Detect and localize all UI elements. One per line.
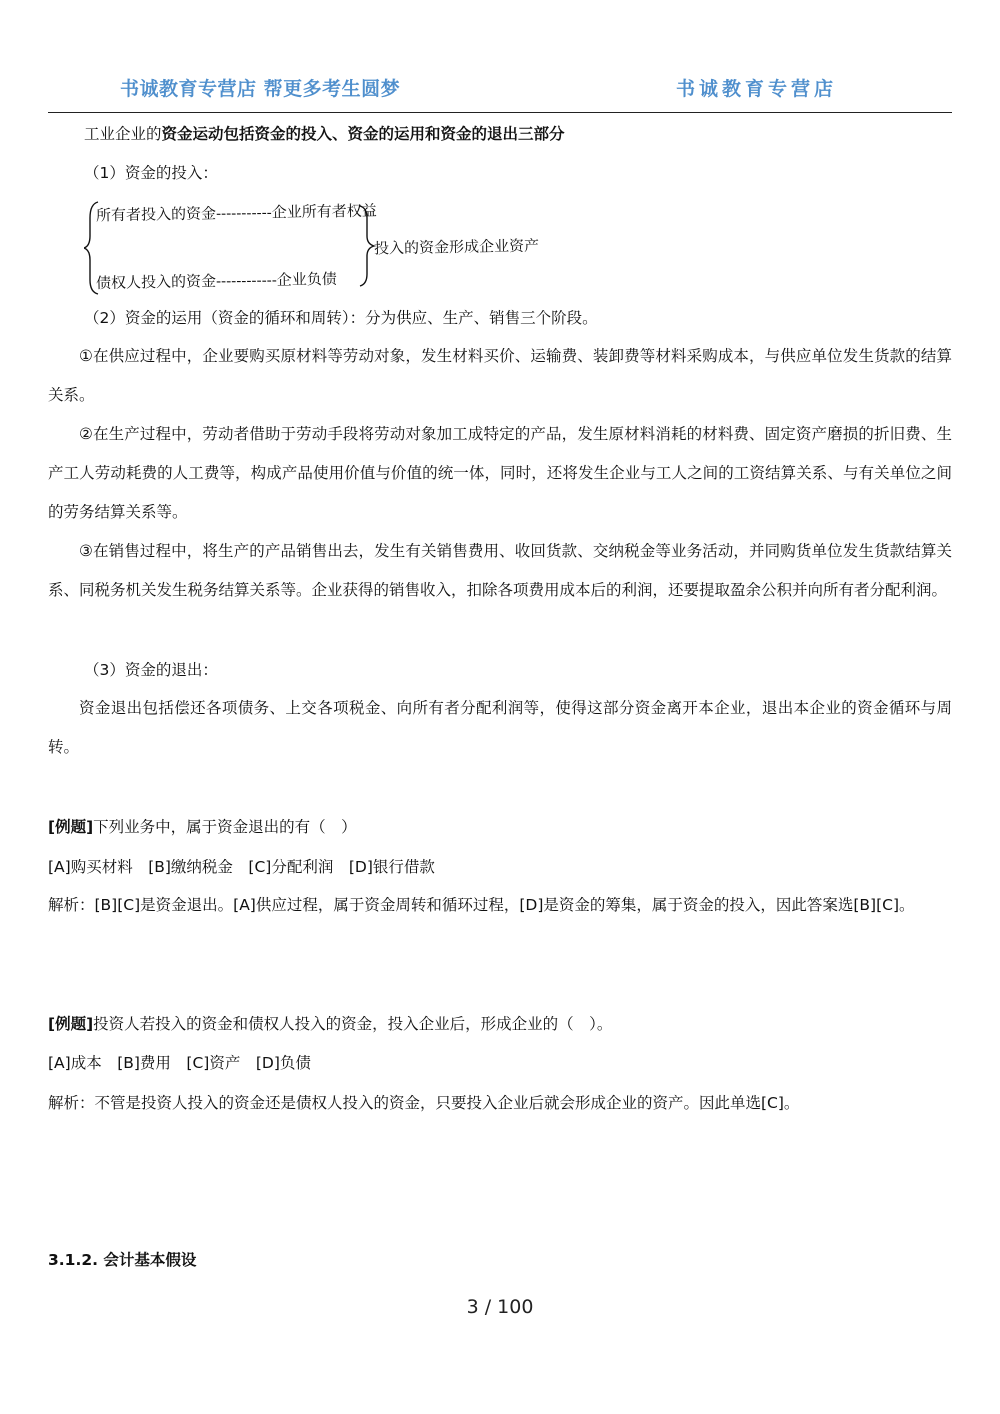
example-2-options: [A]成本 [B]费用 [C]资产 [D]负债 (48, 1054, 311, 1072)
paragraph-production: ②在生产过程中，劳动者借助于劳动手段将劳动对象加工成特定的产品，发生原材料消耗的材料费、固定资产磨损的折旧费、生产工人劳动耗费的人工费等，构成产品使用价值与价值的统一体，同时，还将发生企业与工人之间的工资结算关系、与有关单位之间的劳务结算关系等。 (48, 425, 952, 521)
example-2-tag: [例题] (48, 1015, 94, 1033)
example-1-question (48, 817, 357, 837)
header-divider (48, 112, 952, 113)
capital-input-diagram (84, 196, 540, 301)
example-2-question (48, 1014, 612, 1034)
header-right-title: 书诚教育专营店 (676, 78, 838, 100)
diagram-creditor-line: 债权人投入的资金------------企业负债 (95, 269, 337, 293)
section-heading: 3.1.2. 会计基本假设 (48, 1251, 197, 1269)
section-1-heading: （1）资金的投入： (84, 164, 218, 182)
header-left-title: 书诚教育专营店 帮更多考生圆梦 (120, 78, 401, 100)
example-1-options: [A]购买材料 [B]缴纳税金 [C]分配利润 [D]银行借款 (48, 858, 435, 876)
paragraph-exit: 资金退出包括偿还各项债务、上交各项税金、向所有者分配利润等，使得这部分资金离开本企业，退出本企业的资金循环与周转。 (48, 699, 952, 756)
paragraph-sales: ③在销售过程中，将生产的产品销售出去，发生有关销售费用、收回货款、交纳税金等业务活动，并同购货单位发生货款结算关系、同税务机关发生税务结算关系等。企业获得的销售收入，扣除各项费用成本后的利润，还要提取盈余公积并向所有者分配利润。 (48, 542, 952, 599)
example-2-question-text: 投资人若投入的资金和债权人投入的资金，投入企业后，形成企业的（ ）。 (93, 1015, 613, 1033)
diagram-owner-line: 所有者投入的资金-----------企业所有者权益 (95, 201, 377, 225)
page-number: 3 / 100 (466, 1296, 534, 1318)
section-2-heading: （2）资金的运用（资金的循环和周转）：分为供应、生产、销售三个阶段。 (84, 309, 598, 327)
intro-line (84, 124, 565, 144)
intro-prefix: 工业企业的 (84, 125, 162, 143)
section-3-heading: （3）资金的退出： (84, 661, 218, 679)
example-1-analysis: 解析：[B][C]是资金退出。[A]供应过程，属于资金周转和循环过程，[D]是资金的筹集，属于资金的投入，因此答案选[B][C]。 (48, 896, 915, 914)
example-1-tag: [例题] (48, 818, 94, 836)
example-2-analysis: 解析：不管是投资人投入的资金还是债权人投入的资金，只要投入企业后就会形成企业的资产。因此单选[C]。 (48, 1094, 800, 1112)
diagram-result: 投入的资金形成企业资产 (373, 236, 540, 258)
intro-bold: 资金运动包括资金的投入、资金的运用和资金的退出三部分 (161, 125, 565, 143)
example-1-question-text: 下列业务中，属于资金退出的有（ ） (93, 818, 357, 836)
paragraph-supply: ①在供应过程中，企业要购买原材料等劳动对象，发生材料买价、运输费、装卸费等材料采购成本，与供应单位发生货款的结算关系。 (48, 347, 952, 404)
